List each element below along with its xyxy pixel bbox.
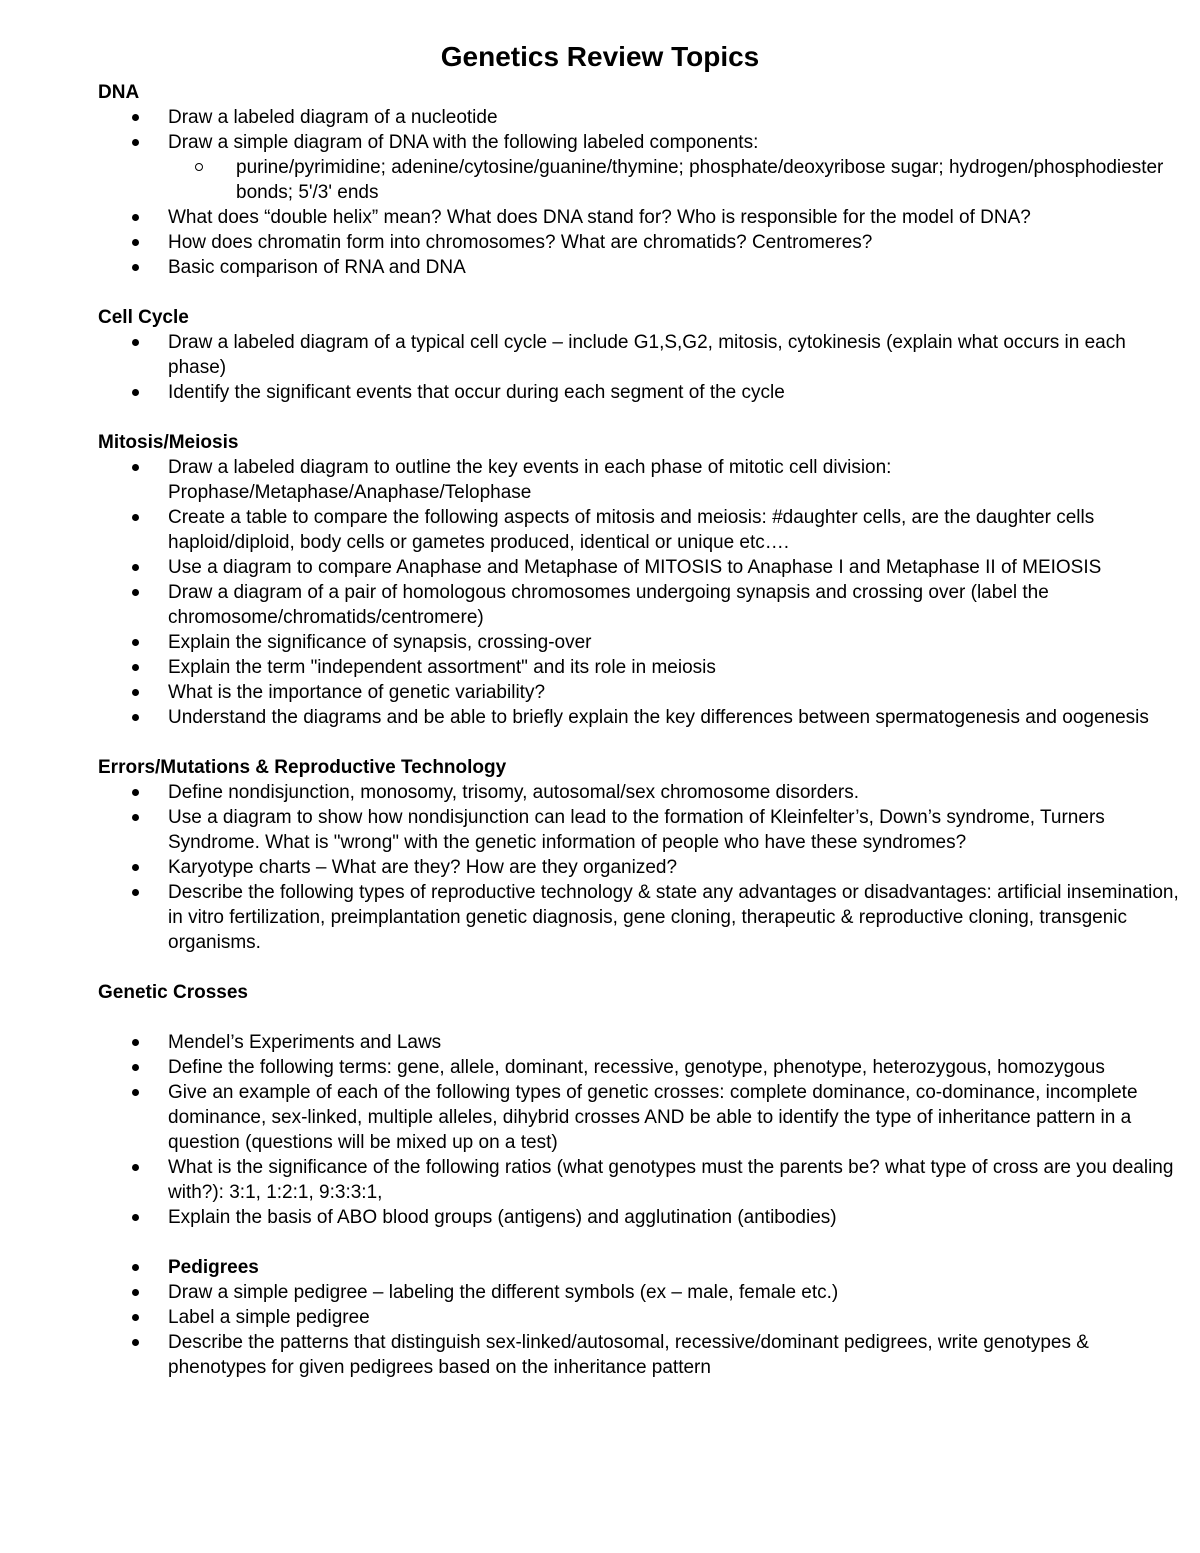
list-item: What is the significance of the following ratios (what genotypes must the parents be? what type of cross are you dealing with?): 3:1, 1:2:1, 9:3:3:1,	[98, 1155, 1182, 1205]
pedigrees-list	[98, 1255, 1182, 1380]
list-item: What does “double helix” mean? What does DNA stand for? Who is responsible for the model of DNA?	[98, 205, 1182, 230]
list-item: Karyotype charts – What are they? How are they organized?	[98, 855, 1182, 880]
list-item: Use a diagram to compare Anaphase and Metaphase of MITOSIS to Anaphase I and Metaphase II of MEIOSIS	[98, 555, 1182, 580]
cell-cycle-list	[98, 330, 1182, 405]
list-item: Draw a simple pedigree – labeling the different symbols (ex – male, female etc.)	[98, 1280, 1182, 1305]
list-item: Create a table to compare the following aspects of mitosis and meiosis: #daughter cells, are the daughter cells haploid/diploid, body cells or gametes produced, identical or unique etc….	[98, 505, 1182, 555]
list-item: Label a simple pedigree	[98, 1305, 1182, 1330]
section-heading-dna: DNA	[98, 82, 140, 103]
list-item: Explain the basis of ABO blood groups (antigens) and agglutination (antibodies)	[98, 1205, 1182, 1230]
section-pedigrees	[98, 1255, 1182, 1380]
list-item: Describe the patterns that distinguish sex-linked/autosomal, recessive/dominant pedigrees, write genotypes & phenotypes for given pedigrees based on the inheritance pattern	[98, 1330, 1182, 1380]
page-title: Genetics Review Topics	[440, 41, 760, 72]
list-item: Describe the following types of reproductive technology & state any advantages or disadvantages: artificial insemination, in vitro fertilization, preimplantation genetic diagnosis, gene cloning, therapeutic & reproductive cloning, transgenic organisms.	[98, 880, 1182, 955]
section-mitosis-meiosis	[98, 430, 1182, 730]
list-item: Explain the term "independent assortment" and its role in meiosis	[98, 655, 1182, 680]
sub-list-item: purine/pyrimidine; adenine/cytosine/guanine/thymine; phosphate/deoxyribose sugar; hydrogen/phosphodiester bonds; 5'/3' ends	[168, 155, 1182, 205]
list-item	[98, 130, 1182, 205]
section-heading-mitosis-meiosis: Mitosis/Meiosis	[98, 432, 239, 453]
section-heading-pedigrees: Pedigrees	[98, 1255, 1182, 1280]
list-item: Use a diagram to show how nondisjunction can lead to the formation of Kleinfelter’s, Down’s syndrome, Turners Syndrome. What is "wrong" with the genetic information of people who have these syndromes?	[98, 805, 1182, 855]
list-item: Give an example of each of the following types of genetic crosses: complete dominance, co-dominance, incomplete dominance, sex-linked, multiple alleles, dihybrid crosses AND be able to identify the type of inheritance pattern in a question (questions will be mixed up on a test)	[98, 1080, 1182, 1155]
section-cell-cycle	[98, 305, 1182, 405]
list-item: Define the following terms: gene, allele, dominant, recessive, genotype, phenotype, heterozygous, homozygous	[98, 1055, 1182, 1080]
list-item: Draw a diagram of a pair of homologous chromosomes undergoing synapsis and crossing over (label the chromosome/chromatids/centromere)	[98, 580, 1182, 630]
list-item: Draw a labeled diagram of a typical cell cycle – include G1,S,G2, mitosis, cytokinesis (explain what occurs in each phase)	[98, 330, 1182, 380]
list-item: What is the importance of genetic variability?	[98, 680, 1182, 705]
list-item: Draw a labeled diagram to outline the key events in each phase of mitotic cell division: Prophase/Metaphase/Anaphase/Telophase	[98, 455, 1182, 505]
dna-sublist	[168, 155, 1182, 205]
section-errors-mutations	[98, 755, 1182, 955]
list-item: Understand the diagrams and be able to briefly explain the key differences between spermatogenesis and oogenesis	[98, 705, 1182, 730]
list-item: Draw a labeled diagram of a nucleotide	[98, 105, 1182, 130]
section-heading-cell-cycle: Cell Cycle	[98, 307, 189, 328]
list-item: Define nondisjunction, monosomy, trisomy, autosomal/sex chromosome disorders.	[98, 780, 1182, 805]
list-item: Explain the significance of synapsis, crossing-over	[98, 630, 1182, 655]
list-item-text: Draw a simple diagram of DNA with the following labeled components:	[168, 132, 759, 153]
mitosis-list	[98, 455, 1182, 730]
section-heading-genetic-crosses: Genetic Crosses	[98, 982, 248, 1003]
list-item: Mendel’s Experiments and Laws	[98, 1030, 1182, 1055]
section-dna	[98, 80, 1182, 280]
list-item: How does chromatin form into chromosomes? What are chromatids? Centromeres?	[98, 230, 1182, 255]
crosses-list	[98, 1030, 1182, 1230]
dna-list	[98, 105, 1182, 280]
list-item: Identify the significant events that occur during each segment of the cycle	[98, 380, 1182, 405]
errors-list	[98, 780, 1182, 955]
list-item: Basic comparison of RNA and DNA	[98, 255, 1182, 280]
section-genetic-crosses	[98, 980, 1182, 1230]
section-heading-errors-mutations: Errors/Mutations & Reproductive Technology	[98, 757, 507, 778]
